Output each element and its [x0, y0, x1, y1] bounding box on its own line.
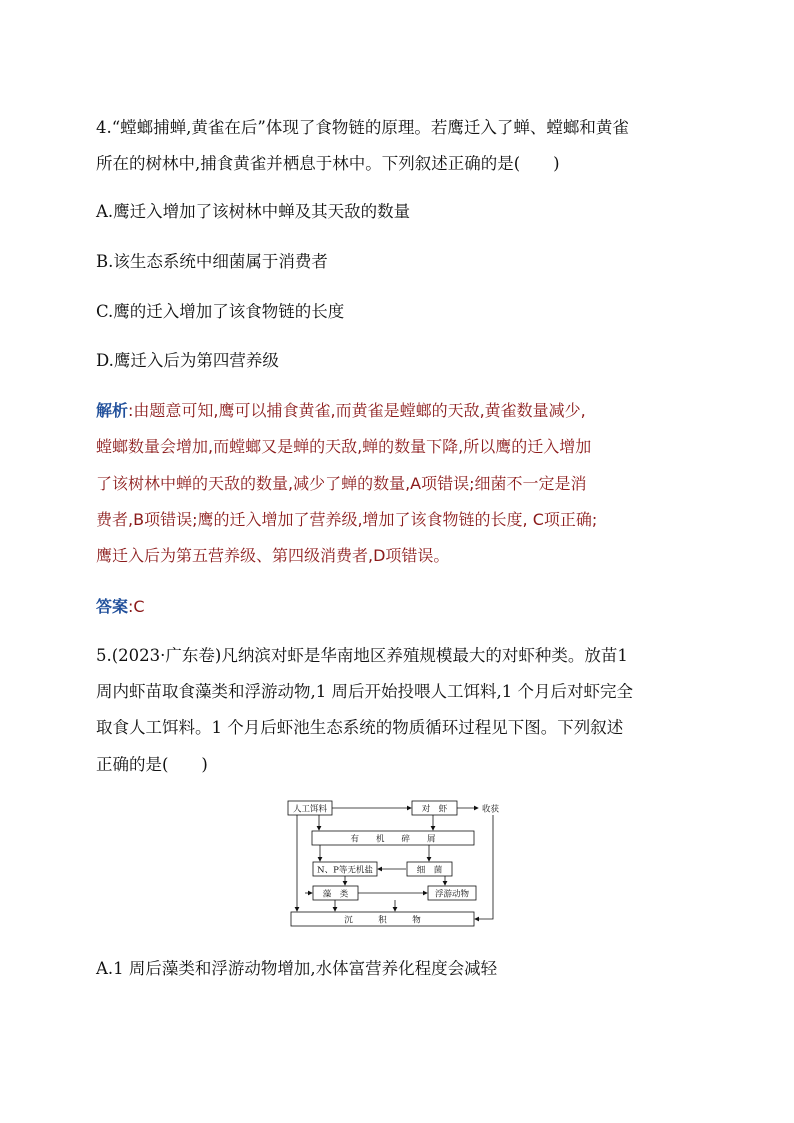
label-zooplankton: 浮游动物: [434, 889, 470, 900]
analysis-text: :由题意可知,鹰可以捕食黄雀,而黄雀是螳螂的天敌,黄雀数量减少,: [128, 401, 586, 420]
q5-stem-line2: 周内虾苗取食藻类和浮游动物,1 周后开始投喂人工饵料,1 个月后对虾完全: [96, 682, 633, 701]
analysis-label: 解析: [96, 401, 129, 420]
q4-option-c: C.鹰的迁入增加了该食物链的长度: [96, 302, 345, 321]
q4-answer: [96, 596, 145, 618]
label-bacteria: 细 菌: [416, 865, 443, 876]
q4-analysis-line4: 费者,B项错误;鹰的迁入增加了营养级,增加了该食物链的长度, C项正确;: [96, 510, 598, 529]
q4-analysis-line3: 了该树林中蝉的天敌的数量,减少了蝉的数量,A项错误;细菌不一定是消: [96, 474, 587, 493]
label-algae: 藻 类: [322, 889, 349, 900]
label-detritus: 有 机 碎 屑: [350, 834, 436, 845]
q4-stem-line1: 4.“螳螂捕蝉,黄雀在后”体现了食物链的原理。若鹰迁入了蝉、螳螂和黄雀: [96, 118, 629, 137]
q5-stem-line1: 5.(2023·广东卷)凡纳滨对虾是华南地区养殖规模最大的对虾种类。放苗1: [96, 646, 628, 665]
label-harvest: 收获: [482, 804, 500, 815]
q4-analysis-line5: 鹰迁入后为第五营养级、第四级消费者,D项错误。: [96, 546, 450, 565]
q4-option-b: B.该生态系统中细菌属于消费者: [96, 252, 328, 271]
q4-option-a: A.鹰迁入增加了该树林中蝉及其天敌的数量: [96, 202, 411, 221]
answer-label: 答案: [96, 597, 129, 616]
q5-stem-line4: 正确的是( ): [96, 755, 208, 774]
q5-stem-line3: 取食人工饵料。1 个月后虾池生态系统的物质循环过程见下图。下列叙述: [96, 718, 624, 737]
label-artificial-feed: 人工饵料: [292, 804, 328, 815]
label-sediment: 沉 积 物: [344, 915, 421, 926]
material-cycle-diagram: [285, 798, 515, 930]
q5-option-a: A.1 周后藻类和浮游动物增加,水体富营养化程度会减轻: [96, 959, 498, 978]
answer-value: :C: [128, 597, 145, 616]
q4-analysis-line2: 螳螂数量会增加,而螳螂又是蝉的天敌,蝉的数量下降,所以鹰的迁入增加: [96, 437, 592, 456]
label-shrimp: 对 虾: [421, 804, 448, 815]
label-inorganic-salts: N、P等无机盐: [317, 865, 373, 876]
q4-option-d: D.鹰迁入后为第四营养级: [96, 351, 279, 370]
q4-analysis-line1: [96, 400, 716, 422]
q4-stem-line2: 所在的树林中,捕食黄雀并栖息于林中。下列叙述正确的是( ): [96, 154, 560, 173]
